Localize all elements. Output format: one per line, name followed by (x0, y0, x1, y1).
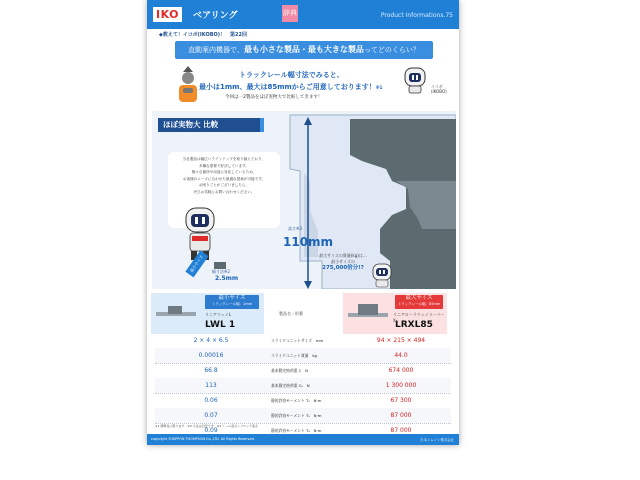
small-value: 66.8 (204, 367, 218, 374)
largest-size-heading: 最大サイズ (405, 295, 433, 301)
largest-rail-width-note: トラックレール幅：85mm (397, 302, 441, 306)
large-value: 87 000 (390, 412, 412, 419)
spec-label: スライドユニットサイズ mm (271, 338, 324, 343)
largest-product-series: リニアローラウェイスーパーX (393, 312, 445, 323)
thinking-person-icon (175, 66, 201, 104)
small-value: 2 × 4 × 6.5 (193, 337, 229, 344)
large-value: 1 300 000 (385, 382, 417, 389)
large-value: 674 000 (388, 367, 414, 374)
large-value: 44.0 (394, 352, 408, 359)
document-page (147, 0, 459, 445)
topic-label: ◆教えて！イコボ(IKOBO)！ (159, 32, 226, 38)
mass-note-value: 275,000倍分!? (322, 265, 364, 271)
header-bar (147, 0, 459, 29)
question-suffix: ってどのくらい？ (363, 46, 420, 54)
bubble-line: お困りごとがございましたら、 (198, 183, 250, 187)
answer-line-2 (199, 82, 382, 92)
topic-number: 第22回 (230, 32, 247, 38)
smallest-size-heading: 最小サイズ (218, 295, 246, 301)
mass-note-line-2: 最小サイズの (331, 259, 355, 264)
footnote: ※1 標準品に限ります ※2 寸法は目安です ※3 レール高さ＋ブロック高さ (155, 424, 259, 428)
small-value: 0.06 (204, 397, 218, 404)
product-info-label: Product Informations.75 (380, 12, 453, 19)
table-row (155, 348, 451, 363)
large-value: 67 300 (390, 397, 412, 404)
bubble-line: お客様のニーズに合わせた最適な提案が可能です。 (182, 176, 266, 181)
bubble-line: 当社製品は幅広いラインナップを取り揃えており、 (182, 157, 266, 161)
small-value: 0.09 (204, 427, 218, 434)
spec-label: 基本動定格荷重 C N (271, 368, 309, 373)
largest-product-name: LRXL85 (395, 320, 433, 330)
bubble-line: ぜひお気軽にお問い合わせください。 (193, 189, 255, 194)
smallest-rail-width-note: トラックレール幅：1mm (211, 302, 253, 306)
spec-label: 基本静定格荷重 C₀ N (271, 383, 310, 388)
small-rail-width-value: 2.5mm (215, 275, 239, 282)
small-rail-width-label: 幅寸法※2 (212, 269, 230, 274)
answer-line-2-text: 最小は1mm、最大は85mmからご用意しております！ (199, 83, 376, 91)
spec-label: 静的許容モーメント T₀ N·m (271, 413, 322, 418)
answer-line-3: 今回は一2製品をほぼ実物大で比較してきます！ (225, 95, 323, 100)
question-prefix: 直動案内機器で、 (188, 46, 244, 54)
smallest-size-header (205, 295, 259, 309)
small-value: 113 (205, 382, 217, 389)
table-row (155, 333, 451, 348)
answer-line-1: トラックレール幅寸法でみると、 (239, 71, 344, 79)
smallest-product-card (151, 293, 264, 334)
series-title: ベアリング (193, 11, 238, 21)
product-name-column-label: 製品名・形番 (279, 311, 303, 316)
footer-bar (147, 434, 459, 445)
mass-note-line-1: 最大サイズの質量(kg)は… (319, 253, 367, 258)
bubble-line: 様々な箇所や用途に対応しているため、 (191, 170, 257, 174)
section-title: ほぼ実物大 比較 (158, 118, 264, 132)
height-label: 高さ※3 (288, 226, 302, 231)
question-emphasis: 最も小さな製品・最も大きな製品 (243, 45, 364, 54)
lrxl-product-thumbnail-icon (346, 298, 390, 324)
ikobo-robot-small-icon (371, 262, 393, 288)
iko-logo: IKO (153, 7, 182, 22)
dictionary-badge: 辞典 (282, 5, 298, 22)
answer-line-2-note: ※1 (375, 85, 383, 90)
spec-label: 静的許容モーメント T₀ N·m (271, 428, 322, 433)
comparison-section (152, 111, 456, 289)
robot-name: イコボ (431, 84, 443, 89)
mini-rail-icon (214, 262, 226, 269)
largest-product-card (343, 293, 447, 334)
table-row (155, 363, 451, 378)
robot-caption (431, 84, 447, 94)
small-value: 0.07 (204, 412, 218, 419)
spec-label: 静的許容モーメント T₀ N·m (271, 398, 322, 403)
smallest-product-series: リニアウェイL (205, 312, 231, 317)
table-row (155, 378, 451, 393)
lwl-product-thumbnail-icon (154, 298, 198, 324)
large-value: 94 × 215 × 494 (376, 337, 426, 344)
bubble-line: 多種な需要で好評しています。 (198, 163, 250, 168)
largest-size-header (395, 295, 443, 309)
robot-reading: (IKOBO) (431, 89, 447, 94)
large-value: 87 000 (390, 427, 412, 434)
question-banner (175, 41, 433, 59)
smallest-size-tag: 最小サイズ (185, 251, 208, 278)
table-row (155, 393, 451, 408)
small-value: 0.00016 (198, 352, 224, 359)
table-row (155, 408, 451, 423)
smallest-product-name: LWL 1 (205, 320, 236, 330)
spec-label: スライドユニット質量 kg (271, 353, 317, 358)
company-name: 日本トムソン株式会社 (420, 438, 454, 442)
ikobo-robot-icon (403, 66, 427, 94)
height-value: 110mm (283, 235, 334, 249)
copyright-text: copyright ©NIPPON THOMPSON Co.,LTD. All Rights Reserved. (151, 437, 255, 441)
